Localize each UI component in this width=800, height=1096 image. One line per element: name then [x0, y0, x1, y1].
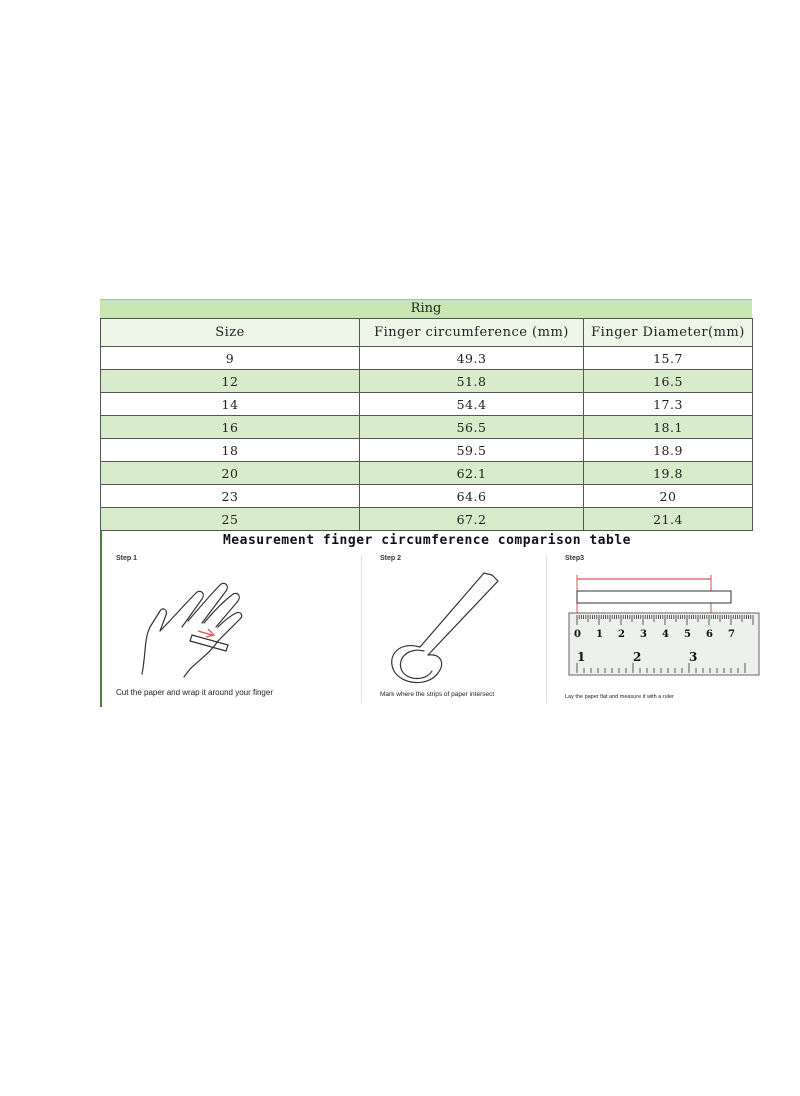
header-circumference: Finger circumference (mm): [360, 319, 584, 347]
paper-strip-loop-icon: [380, 569, 500, 687]
ruler: [569, 613, 759, 675]
cell-diameter: 17.3: [584, 393, 753, 416]
table-row: [101, 485, 753, 508]
ruler-cm-label: 0: [574, 629, 581, 640]
header-size: Size: [101, 319, 360, 347]
step-2-label: Step 2: [380, 555, 402, 562]
cell-diameter: 18.9: [584, 439, 753, 462]
ruler-cm-label: 1: [596, 629, 603, 640]
table-row: [101, 347, 753, 370]
cell-circumference: 59.5: [360, 439, 584, 462]
ruler-cm-label: 2: [618, 629, 625, 640]
cell-diameter: 20: [584, 485, 753, 508]
ruler-inch-label: 3: [689, 650, 698, 664]
cell-circumference: 54.4: [360, 393, 584, 416]
hand-wrap-icon: [132, 569, 282, 679]
ring-size-sheet: [100, 299, 752, 707]
step-1-caption: Cut the paper and wrap it around your finger: [116, 688, 273, 697]
cell-circumference: 62.1: [360, 462, 584, 485]
ruler-measure-icon: [561, 569, 761, 681]
ruler-inch-label: 1: [577, 650, 586, 664]
table-header-row: [101, 319, 753, 347]
step-1: [102, 555, 360, 703]
guide-title: Measurement finger circumference comparison table: [222, 533, 631, 548]
cell-circumference: 49.3: [360, 347, 584, 370]
ruler-cm-label: 3: [640, 629, 647, 640]
cell-circumference: 67.2: [360, 508, 584, 531]
cell-circumference: 56.5: [360, 416, 584, 439]
table-row: [101, 370, 753, 393]
step-2: [361, 555, 546, 703]
cell-diameter: 18.1: [584, 416, 753, 439]
table-row: [101, 393, 753, 416]
ruler-inch-label: 2: [633, 650, 642, 664]
cell-diameter: 16.5: [584, 370, 753, 393]
table-row: [101, 439, 753, 462]
step-2-caption: Mark where the strips of paper intersect: [380, 691, 495, 698]
ruler-cm-label: 4: [662, 629, 669, 640]
cell-size: 16: [101, 416, 360, 439]
cell-circumference: 51.8: [360, 370, 584, 393]
step-3-label: Step3: [565, 555, 585, 562]
cell-diameter: 15.7: [584, 347, 753, 370]
step-3-caption: Lay the paper flat and measure it with a ruler: [565, 694, 674, 700]
cell-circumference: 64.6: [360, 485, 584, 508]
ring-size-table: [100, 318, 753, 531]
step-3: [546, 555, 753, 703]
table-title: Ring: [100, 299, 752, 318]
cell-size: 9: [101, 347, 360, 370]
cell-size: 14: [101, 393, 360, 416]
table-row: [101, 416, 753, 439]
cell-diameter: 21.4: [584, 508, 753, 531]
cell-size: 20: [101, 462, 360, 485]
ruler-cm-label: 5: [684, 629, 691, 640]
cell-size: 18: [101, 439, 360, 462]
cell-size: 25: [101, 508, 360, 531]
cell-size: 12: [101, 370, 360, 393]
table-row: [101, 508, 753, 531]
table-row: [101, 462, 753, 485]
ruler-cm-label: 6: [706, 629, 713, 640]
cell-diameter: 19.8: [584, 462, 753, 485]
cell-size: 23: [101, 485, 360, 508]
step-1-label: Step 1: [116, 555, 138, 562]
header-diameter: Finger Diameter(mm): [584, 319, 753, 347]
ruler-cm-label: 7: [728, 629, 735, 640]
measurement-guide: [100, 531, 752, 707]
